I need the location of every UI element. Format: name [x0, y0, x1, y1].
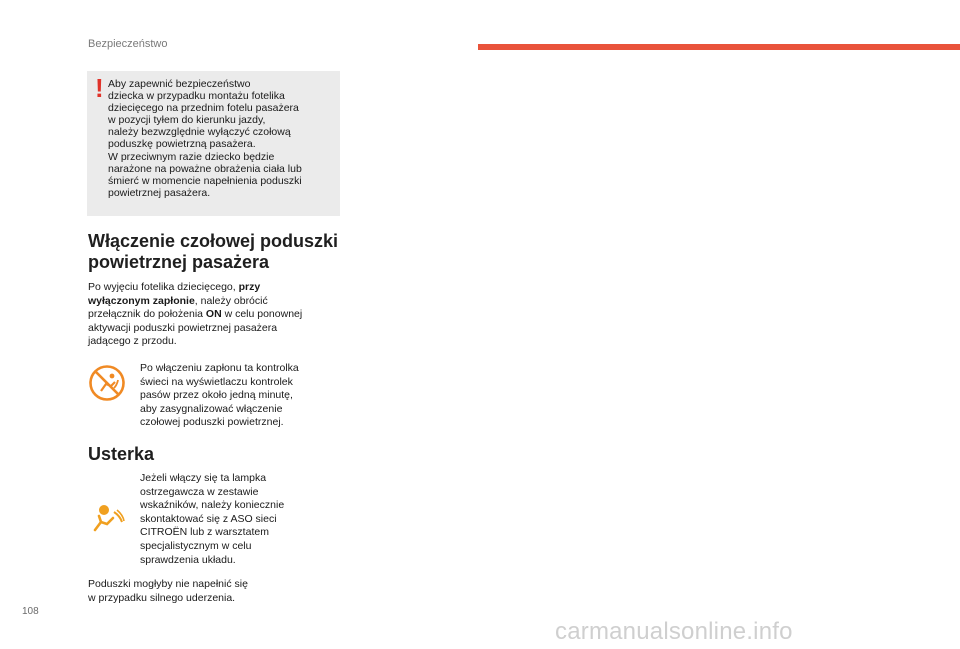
fault-description: Jeżeli włączy się ta lampka ostrzegawcza w zestawie wskaźników, należy koniecznie skontaktować się z ASO sieci CITROËN lub z warsztatem specjalistycznym w celu sprawdzenia układu.	[140, 472, 285, 566]
section-title-fault: Usterka	[88, 444, 155, 464]
activation-text-2: , należy obrócić przełącznik do położenia	[88, 294, 268, 321]
warning-box	[87, 71, 340, 216]
section-title-airbag-activation: Włączenie czołowej poduszki powietrznej pasażera	[88, 231, 339, 272]
airbag-off-indicator-icon	[88, 364, 126, 402]
activation-text-1: Po wyjęciu fotelika dziecięcego,	[88, 281, 239, 293]
fault-consequence: Poduszki mogłyby nie napełnić się w przypadku silnego uderzenia.	[88, 578, 248, 604]
watermark: carmanualsonline.info	[555, 618, 793, 645]
activation-text-on: ON	[205, 308, 222, 321]
airbag-fault-icon	[92, 503, 126, 533]
activation-instructions	[88, 281, 348, 349]
exclamation-icon: !	[95, 73, 104, 103]
activation-text-3: w celu ponownej aktywacji poduszki powietrznej pasażera jadącego z przodu.	[88, 308, 303, 348]
header-accent-bar	[478, 44, 960, 50]
warning-text: Aby zapewnić bezpieczeństwo dziecka w przypadku montażu fotelika dziecięcego na przednim fotelu pasażera w pozycji tyłem do kierunku jazdy, należy bezwzględnie wyłączyć czołową poduszkę powietrzną pasażera. W przeciwnym razie dziecko będzie narażone na poważne obrażenia ciała lub śmierć w momencie napełnienia poduszki powietrznej pasażera.	[108, 78, 302, 199]
activation-text-ignition-off: przy wyłączonym zapłonie	[88, 281, 261, 307]
page-number: 108	[22, 606, 39, 617]
indicator-description: Po włączeniu zapłonu ta kontrolka świeci na wyświetlaczu kontrolek pasów przez około jedną minutę, aby zasygnalizować włączenie czołowej poduszki powietrznej.	[140, 362, 299, 429]
section-header: Bezpieczeństwo	[88, 38, 168, 50]
